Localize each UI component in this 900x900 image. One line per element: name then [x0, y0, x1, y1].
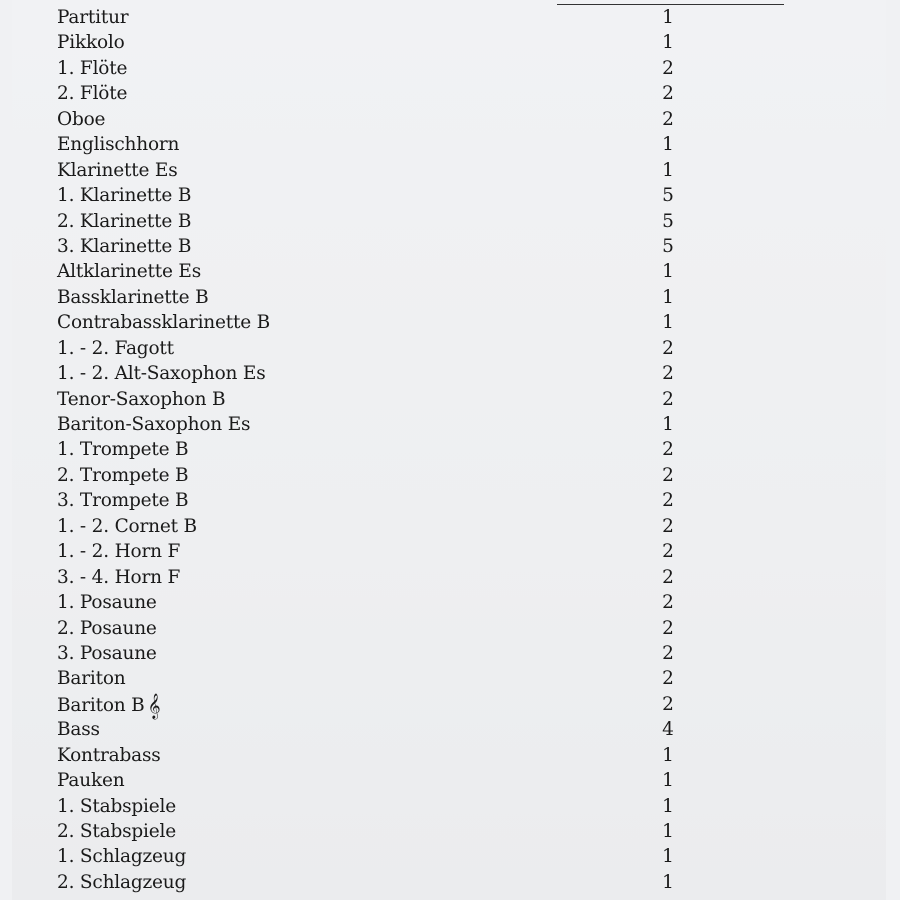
part-name-text: Bassklarinette B: [57, 286, 209, 308]
part-count: 2: [662, 668, 674, 690]
part-name-text: 2. Posaune: [57, 617, 157, 639]
part-count: 2: [662, 693, 674, 715]
part-name: [57, 666, 125, 691]
part-count: 1: [662, 312, 674, 334]
part-row: [57, 183, 757, 208]
part-name-text: Pauken: [57, 770, 125, 792]
part-count: 1: [662, 871, 674, 893]
instrument-parts-list: [57, 5, 757, 895]
part-name-text: 1. Schlagzeug: [57, 846, 187, 868]
part-name-text: Oboe: [57, 108, 106, 130]
part-row: [57, 717, 757, 742]
part-name: [57, 590, 157, 615]
part-count: 2: [662, 566, 674, 588]
part-row: [57, 30, 757, 55]
part-row: [57, 514, 757, 539]
part-name: [57, 107, 105, 132]
part-row: [57, 794, 757, 819]
part-row: [57, 209, 757, 234]
part-row: [57, 259, 757, 284]
part-name-text: Bariton-Saxophon Es: [57, 414, 251, 435]
part-count: 4: [662, 719, 674, 741]
part-name: [57, 336, 174, 361]
part-name: [57, 514, 197, 539]
part-count: 2: [662, 592, 674, 614]
part-count: 2: [662, 617, 674, 639]
part-name-text: Kontrabass: [57, 744, 161, 766]
part-row: [57, 310, 757, 335]
part-count: 2: [662, 108, 674, 130]
part-name: [57, 463, 188, 488]
part-count: 1: [662, 134, 674, 156]
part-name-text: 1. - 2. Fagott: [57, 337, 174, 359]
part-row: [57, 539, 757, 564]
part-name-text: 1. Klarinette B: [57, 185, 192, 207]
part-name: [57, 310, 270, 335]
part-count: 2: [662, 490, 674, 512]
part-name-text: 1. Flöte: [57, 57, 128, 79]
part-row: [57, 387, 757, 412]
part-count: 1: [662, 744, 674, 766]
part-name-text: Altklarinette Es: [57, 261, 201, 283]
part-count: 2: [662, 642, 674, 664]
part-count: 5: [662, 185, 674, 207]
treble-clef-icon: 𝄞: [147, 693, 161, 719]
part-name: [57, 5, 128, 30]
part-name-text: 2. Klarinette B: [57, 210, 192, 232]
part-count: 1: [662, 261, 674, 283]
part-row: [57, 81, 757, 106]
part-name-text: 2. Trompete B: [57, 464, 189, 486]
part-name-text: 1. - 2. Cornet B: [57, 515, 197, 537]
part-count: 1: [662, 795, 674, 817]
part-name: [57, 56, 127, 81]
part-row: [57, 692, 757, 717]
part-name-text: 1. - 2. Alt-Saxophon Es: [57, 363, 266, 385]
part-count: 2: [662, 83, 674, 105]
part-name: [57, 30, 125, 55]
part-row: [57, 107, 757, 132]
part-name-text: Bariton B: [57, 694, 145, 716]
part-name-text: Contrabassklarinette B: [57, 312, 271, 334]
part-row: [57, 234, 757, 259]
part-count: 2: [662, 515, 674, 537]
part-name: [57, 158, 178, 183]
part-count: 2: [662, 363, 674, 385]
part-row: [57, 336, 757, 361]
part-name: [57, 285, 209, 310]
part-name-text: Partitur: [57, 7, 129, 28]
part-name: [57, 183, 191, 208]
part-row: [57, 870, 757, 895]
part-name: [57, 616, 157, 641]
part-name: [57, 844, 186, 869]
part-row: [57, 565, 757, 590]
part-count: 1: [662, 846, 674, 868]
part-name-text: 1. Posaune: [57, 592, 157, 614]
part-name-text: 2. Stabspiele: [57, 821, 176, 842]
part-name: [57, 870, 186, 895]
part-name: [57, 437, 188, 462]
part-name: [57, 412, 250, 437]
part-name-text: 2. Schlagzeug: [57, 871, 187, 893]
document-page: [12, 0, 886, 900]
part-row: [57, 463, 757, 488]
part-name: [57, 768, 124, 793]
part-name: [57, 387, 225, 412]
part-row: [57, 666, 757, 691]
part-name-text: Bass: [57, 719, 100, 741]
part-row: [57, 844, 757, 869]
part-name: [57, 234, 191, 259]
part-row: [57, 361, 757, 386]
part-row: [57, 412, 757, 437]
part-row: [57, 56, 757, 81]
part-row: [57, 285, 757, 310]
part-row: [57, 5, 757, 30]
part-name: [57, 361, 266, 386]
part-name: [57, 743, 161, 768]
part-name: [57, 488, 188, 513]
part-count: 1: [662, 770, 674, 792]
part-name: [57, 717, 100, 742]
part-count: 2: [662, 541, 674, 563]
part-count: 2: [662, 439, 674, 461]
part-count: 5: [662, 210, 674, 232]
part-name-text: Pikkolo: [57, 32, 125, 54]
part-row: [57, 132, 757, 157]
part-name: [57, 692, 160, 718]
part-count: 1: [662, 7, 674, 28]
part-row: [57, 437, 757, 462]
part-name: [57, 641, 157, 666]
part-name-text: Klarinette Es: [57, 159, 178, 181]
part-row: [57, 641, 757, 666]
part-count: 1: [662, 159, 674, 181]
part-count: 1: [662, 286, 674, 308]
part-name-text: 1. - 2. Horn F: [57, 541, 181, 563]
part-name-text: 3. Trompete B: [57, 490, 189, 512]
part-name: [57, 565, 180, 590]
part-name-text: 1. Trompete B: [57, 439, 189, 461]
part-name-text: 1. Stabspiele: [57, 795, 176, 817]
part-name: [57, 539, 180, 564]
part-name-text: 3. Klarinette B: [57, 235, 192, 257]
part-name: [57, 819, 176, 844]
part-name: [57, 794, 176, 819]
part-count: 5: [662, 235, 674, 257]
part-name-text: Tenor-Saxophon B: [57, 388, 226, 410]
part-name: [57, 81, 127, 106]
part-row: [57, 743, 757, 768]
part-name: [57, 259, 201, 284]
part-count: 1: [662, 414, 674, 435]
part-count: 2: [662, 464, 674, 486]
part-name-text: 2. Flöte: [57, 83, 128, 105]
part-row: [57, 616, 757, 641]
part-name-text: Englischhorn: [57, 134, 180, 156]
part-count: 1: [662, 821, 674, 842]
part-row: [57, 158, 757, 183]
part-row: [57, 488, 757, 513]
part-count: 2: [662, 57, 674, 79]
part-name: [57, 132, 179, 157]
part-name: [57, 209, 191, 234]
part-row: [57, 819, 757, 844]
part-count: 2: [662, 388, 674, 410]
part-count: 1: [662, 32, 674, 54]
part-name-text: 3. - 4. Horn F: [57, 566, 181, 588]
part-name-text: Bariton: [57, 668, 126, 690]
part-row: [57, 768, 757, 793]
part-count: 2: [662, 337, 674, 359]
part-name-text: 3. Posaune: [57, 642, 157, 664]
part-row: [57, 590, 757, 615]
